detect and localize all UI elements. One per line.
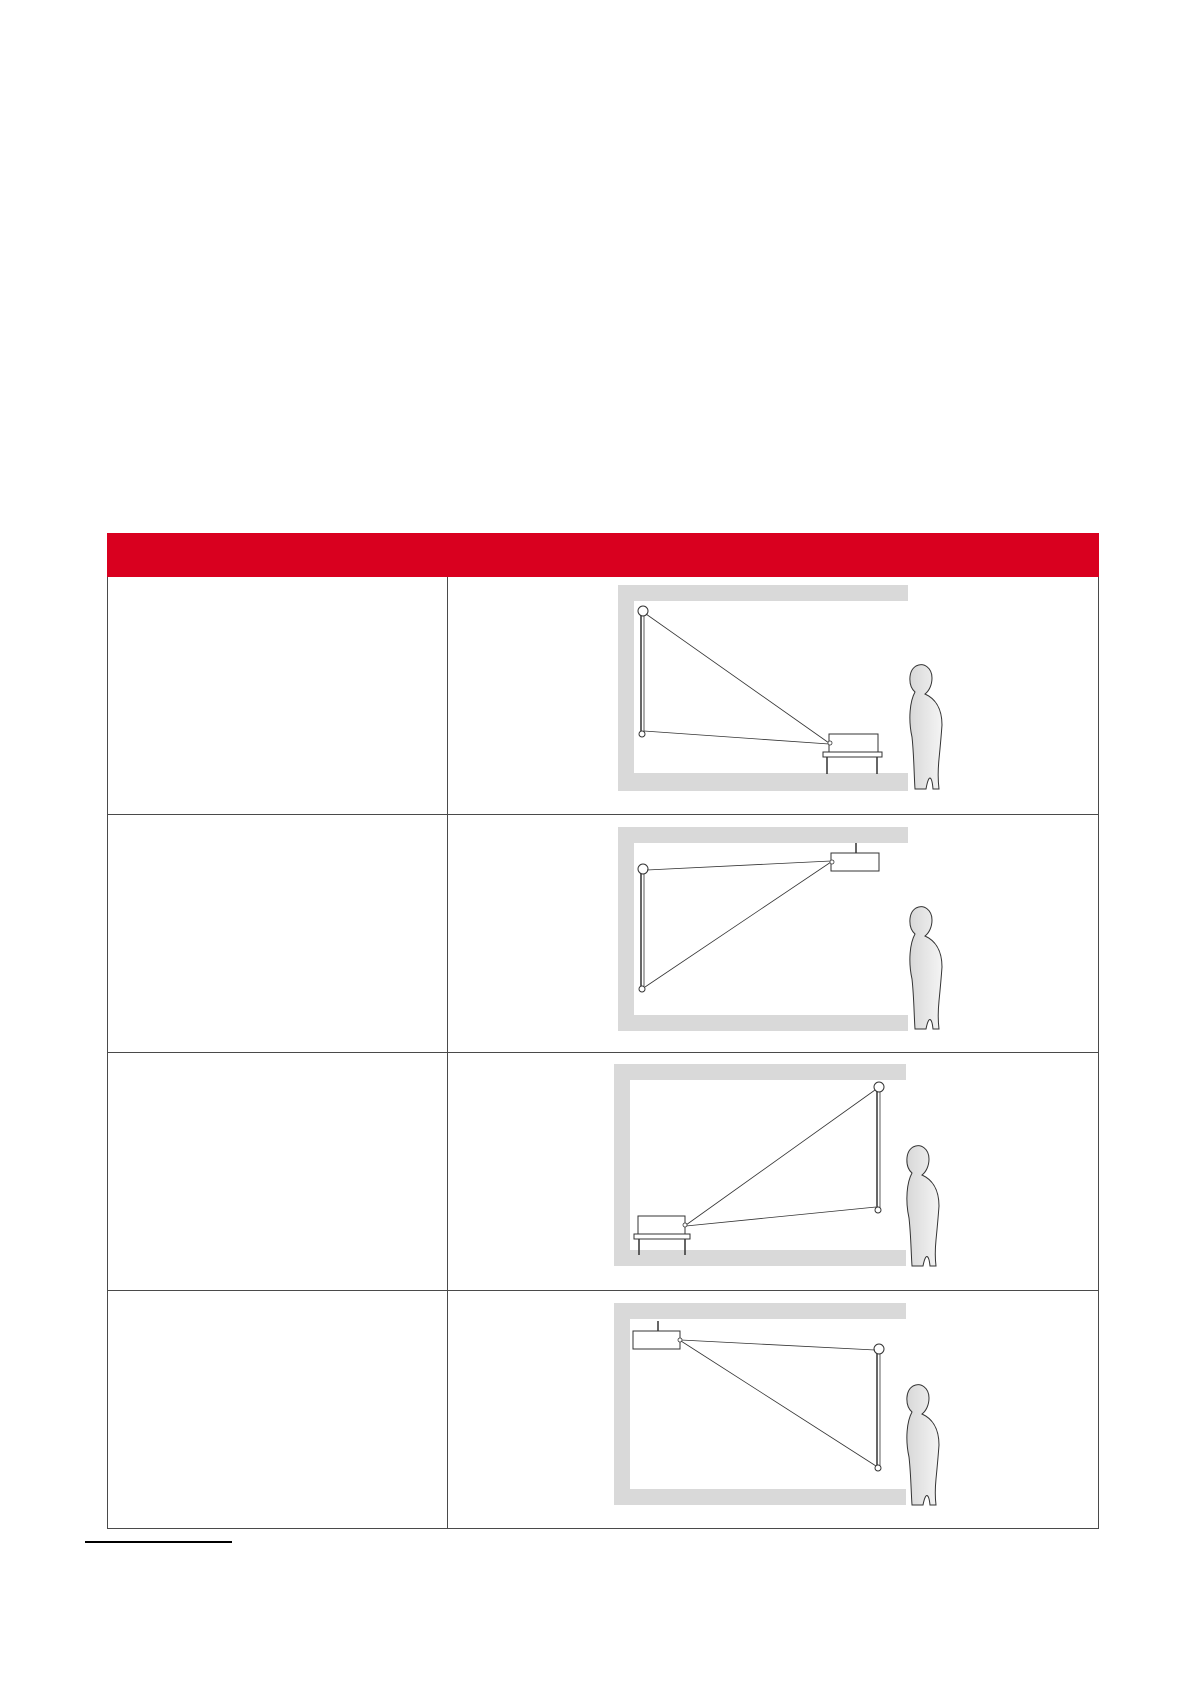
screen-icon (874, 1344, 884, 1471)
table-row (108, 577, 1099, 815)
rear-ceiling-installation-diagram (448, 1291, 1098, 1528)
installation-table (107, 533, 1099, 1529)
table-row (108, 815, 1099, 1053)
screen-icon (638, 864, 648, 992)
projector-icon (633, 1321, 682, 1349)
projector-icon (828, 734, 878, 752)
location-cell (108, 815, 448, 1053)
screen-icon (874, 1082, 884, 1213)
projection-line (681, 1341, 876, 1466)
header-location (108, 534, 448, 577)
projection-line (644, 731, 829, 744)
front-table-installation-diagram (448, 577, 1098, 814)
diagram-cell (448, 577, 1099, 815)
diagram-cell (448, 1291, 1099, 1529)
projection-line (686, 1090, 875, 1225)
projection-line (681, 1340, 875, 1350)
footnote-divider (85, 1541, 232, 1543)
table-row (108, 1291, 1099, 1529)
front-ceiling-installation-diagram (448, 815, 1098, 1052)
table-icon (823, 752, 882, 774)
projection-line (686, 1207, 876, 1226)
projection-line (645, 862, 831, 987)
projector-icon (638, 1216, 687, 1234)
table-header-row (108, 534, 1099, 577)
person-icon (910, 907, 942, 1029)
screen-icon (638, 606, 648, 737)
location-cell (108, 577, 448, 815)
diagram-cell (448, 815, 1099, 1053)
person-icon (907, 1146, 939, 1266)
rear-table-installation-diagram (448, 1053, 1098, 1290)
room-wall (618, 585, 908, 791)
projection-line (647, 861, 831, 870)
location-cell (108, 1053, 448, 1291)
projector-icon (830, 843, 879, 871)
diagram-cell (448, 1053, 1099, 1291)
table-row (108, 1053, 1099, 1291)
header-diagram (448, 534, 1099, 577)
location-cell (108, 1291, 448, 1529)
person-icon (910, 665, 942, 789)
projection-line (646, 614, 829, 743)
person-icon (907, 1385, 939, 1505)
